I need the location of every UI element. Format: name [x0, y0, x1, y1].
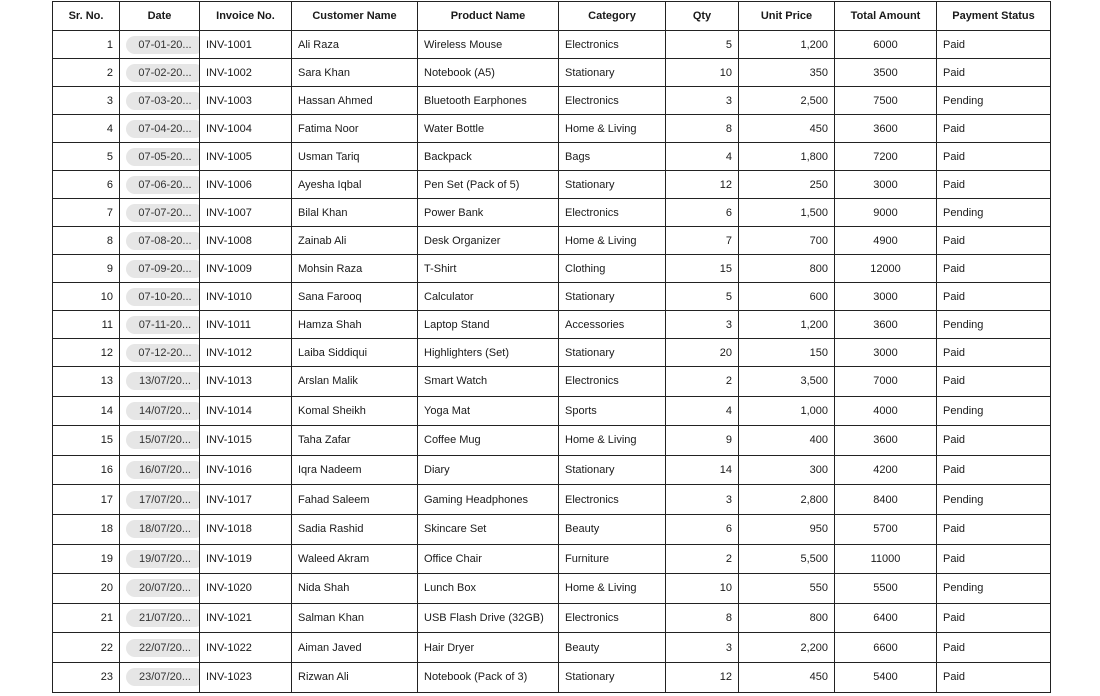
cell-sr-no: 17 [53, 485, 120, 515]
cell-date [120, 544, 200, 574]
date-chip[interactable]: 07-12-20... [126, 344, 200, 362]
cell-payment-status: Paid [937, 115, 1051, 143]
cell-payment-status: Paid [937, 367, 1051, 397]
cell-invoice-no: INV-1020 [200, 574, 292, 604]
header-invoice-no: Invoice No. [200, 2, 292, 31]
cell-category: Home & Living [559, 574, 666, 604]
cell-product-name: Notebook (Pack of 3) [418, 662, 559, 692]
cell-sr-no: 7 [53, 199, 120, 227]
date-chip[interactable]: 07-05-20... [126, 148, 200, 166]
table-row [53, 255, 1051, 283]
cell-unit-price: 600 [739, 283, 835, 311]
table-row [53, 283, 1051, 311]
table-row [53, 514, 1051, 544]
cell-customer-name: Sara Khan [292, 59, 418, 87]
cell-customer-name: Nida Shah [292, 574, 418, 604]
cell-invoice-no: INV-1003 [200, 87, 292, 115]
cell-product-name: USB Flash Drive (32GB) [418, 603, 559, 633]
cell-category: Home & Living [559, 227, 666, 255]
cell-unit-price: 450 [739, 115, 835, 143]
cell-customer-name: Waleed Akram [292, 544, 418, 574]
cell-payment-status: Paid [937, 171, 1051, 199]
cell-product-name: Power Bank [418, 199, 559, 227]
date-chip[interactable]: 20/07/20... [126, 579, 200, 597]
cell-invoice-no: INV-1018 [200, 514, 292, 544]
cell-payment-status: Paid [937, 603, 1051, 633]
date-chip[interactable]: 21/07/20... [126, 609, 200, 627]
date-chip[interactable]: 07-02-20... [126, 64, 200, 82]
cell-date [120, 171, 200, 199]
cell-qty: 3 [666, 633, 739, 663]
cell-invoice-no: INV-1017 [200, 485, 292, 515]
cell-sr-no: 11 [53, 311, 120, 339]
cell-total-amount: 3600 [835, 426, 937, 456]
cell-category: Bags [559, 143, 666, 171]
cell-date [120, 574, 200, 604]
header-sr-no: Sr. No. [53, 2, 120, 31]
cell-total-amount: 6000 [835, 31, 937, 59]
cell-payment-status: Paid [937, 59, 1051, 87]
cell-payment-status: Paid [937, 455, 1051, 485]
cell-total-amount: 3000 [835, 283, 937, 311]
cell-date [120, 31, 200, 59]
cell-customer-name: Ayesha Iqbal [292, 171, 418, 199]
cell-unit-price: 300 [739, 455, 835, 485]
cell-category: Electronics [559, 367, 666, 397]
cell-qty: 3 [666, 311, 739, 339]
cell-sr-no: 5 [53, 143, 120, 171]
cell-total-amount: 6600 [835, 633, 937, 663]
header-date: Date [120, 2, 200, 31]
header-product-name: Product Name [418, 2, 559, 31]
cell-qty: 4 [666, 143, 739, 171]
cell-payment-status: Pending [937, 485, 1051, 515]
table-row [53, 227, 1051, 255]
date-chip[interactable]: 07-06-20... [126, 176, 200, 194]
cell-payment-status: Paid [937, 255, 1051, 283]
cell-total-amount: 12000 [835, 255, 937, 283]
cell-product-name: Office Chair [418, 544, 559, 574]
cell-qty: 12 [666, 662, 739, 692]
cell-date [120, 455, 200, 485]
cell-product-name: Calculator [418, 283, 559, 311]
cell-payment-status: Pending [937, 311, 1051, 339]
cell-total-amount: 3000 [835, 171, 937, 199]
cell-qty: 5 [666, 283, 739, 311]
cell-customer-name: Ali Raza [292, 31, 418, 59]
cell-total-amount: 7200 [835, 143, 937, 171]
table-row [53, 603, 1051, 633]
header-qty: Qty [666, 2, 739, 31]
cell-total-amount: 3600 [835, 115, 937, 143]
cell-customer-name: Fatima Noor [292, 115, 418, 143]
cell-customer-name: Taha Zafar [292, 426, 418, 456]
cell-category: Stationary [559, 455, 666, 485]
cell-total-amount: 4900 [835, 227, 937, 255]
cell-total-amount: 4200 [835, 455, 937, 485]
table-row [53, 31, 1051, 59]
cell-invoice-no: INV-1012 [200, 339, 292, 367]
cell-customer-name: Salman Khan [292, 603, 418, 633]
table-row [53, 367, 1051, 397]
cell-qty: 15 [666, 255, 739, 283]
header-total-amount: Total Amount [835, 2, 937, 31]
cell-date [120, 283, 200, 311]
cell-date [120, 87, 200, 115]
cell-category: Stationary [559, 662, 666, 692]
table-row [53, 544, 1051, 574]
cell-qty: 5 [666, 31, 739, 59]
cell-sr-no: 4 [53, 115, 120, 143]
cell-invoice-no: INV-1022 [200, 633, 292, 663]
cell-product-name: Hair Dryer [418, 633, 559, 663]
cell-customer-name: Arslan Malik [292, 367, 418, 397]
cell-unit-price: 700 [739, 227, 835, 255]
cell-payment-status: Paid [937, 662, 1051, 692]
cell-customer-name: Zainab Ali [292, 227, 418, 255]
cell-invoice-no: INV-1002 [200, 59, 292, 87]
cell-date [120, 227, 200, 255]
cell-category: Home & Living [559, 426, 666, 456]
cell-product-name: Lunch Box [418, 574, 559, 604]
cell-qty: 7 [666, 227, 739, 255]
date-chip[interactable]: 22/07/20... [126, 639, 200, 657]
date-chip[interactable]: 07-09-20... [126, 260, 200, 278]
table-row [53, 199, 1051, 227]
cell-category: Electronics [559, 485, 666, 515]
cell-invoice-no: INV-1015 [200, 426, 292, 456]
date-chip[interactable]: 17/07/20... [126, 491, 200, 509]
cell-date [120, 603, 200, 633]
sales-table [52, 1, 1051, 693]
cell-unit-price: 1,200 [739, 311, 835, 339]
cell-category: Electronics [559, 87, 666, 115]
cell-qty: 3 [666, 87, 739, 115]
cell-sr-no: 12 [53, 339, 120, 367]
cell-payment-status: Pending [937, 396, 1051, 426]
cell-total-amount: 9000 [835, 199, 937, 227]
table-body [53, 31, 1051, 693]
cell-sr-no: 13 [53, 367, 120, 397]
cell-product-name: Gaming Headphones [418, 485, 559, 515]
header-customer-name: Customer Name [292, 2, 418, 31]
date-chip[interactable]: 07-10-20... [126, 288, 200, 306]
cell-sr-no: 6 [53, 171, 120, 199]
table-row [53, 87, 1051, 115]
cell-payment-status: Pending [937, 87, 1051, 115]
cell-invoice-no: INV-1006 [200, 171, 292, 199]
cell-sr-no: 21 [53, 603, 120, 633]
cell-customer-name: Sadia Rashid [292, 514, 418, 544]
cell-payment-status: Paid [937, 339, 1051, 367]
table-row [53, 426, 1051, 456]
header-category: Category [559, 2, 666, 31]
cell-sr-no: 16 [53, 455, 120, 485]
cell-total-amount: 3000 [835, 339, 937, 367]
cell-unit-price: 1,000 [739, 396, 835, 426]
cell-date [120, 662, 200, 692]
cell-qty: 8 [666, 603, 739, 633]
date-chip[interactable]: 19/07/20... [126, 550, 200, 568]
cell-unit-price: 950 [739, 514, 835, 544]
cell-payment-status: Paid [937, 143, 1051, 171]
cell-sr-no: 20 [53, 574, 120, 604]
table-row [53, 59, 1051, 87]
cell-unit-price: 450 [739, 662, 835, 692]
cell-date [120, 426, 200, 456]
cell-invoice-no: INV-1010 [200, 283, 292, 311]
cell-customer-name: Sana Farooq [292, 283, 418, 311]
cell-date [120, 115, 200, 143]
cell-category: Electronics [559, 199, 666, 227]
cell-category: Stationary [559, 339, 666, 367]
cell-product-name: Water Bottle [418, 115, 559, 143]
cell-product-name: Coffee Mug [418, 426, 559, 456]
date-chip[interactable]: 07-04-20... [126, 120, 200, 138]
cell-date [120, 255, 200, 283]
cell-product-name: Laptop Stand [418, 311, 559, 339]
cell-category: Stationary [559, 171, 666, 199]
cell-payment-status: Paid [937, 31, 1051, 59]
cell-invoice-no: INV-1014 [200, 396, 292, 426]
cell-qty: 12 [666, 171, 739, 199]
cell-invoice-no: INV-1001 [200, 31, 292, 59]
cell-qty: 10 [666, 574, 739, 604]
header-payment-status: Payment Status [937, 2, 1051, 31]
cell-invoice-no: INV-1009 [200, 255, 292, 283]
cell-product-name: Pen Set (Pack of 5) [418, 171, 559, 199]
cell-payment-status: Paid [937, 426, 1051, 456]
cell-category: Home & Living [559, 115, 666, 143]
table-row [53, 662, 1051, 692]
cell-sr-no: 2 [53, 59, 120, 87]
cell-invoice-no: INV-1011 [200, 311, 292, 339]
cell-category: Electronics [559, 31, 666, 59]
cell-total-amount: 11000 [835, 544, 937, 574]
cell-product-name: Desk Organizer [418, 227, 559, 255]
cell-unit-price: 550 [739, 574, 835, 604]
cell-category: Accessories [559, 311, 666, 339]
cell-unit-price: 2,500 [739, 87, 835, 115]
cell-total-amount: 5400 [835, 662, 937, 692]
cell-payment-status: Paid [937, 283, 1051, 311]
cell-unit-price: 400 [739, 426, 835, 456]
date-chip[interactable]: 07-08-20... [126, 232, 200, 250]
cell-invoice-no: INV-1016 [200, 455, 292, 485]
cell-unit-price: 3,500 [739, 367, 835, 397]
cell-date [120, 59, 200, 87]
cell-unit-price: 2,200 [739, 633, 835, 663]
cell-sr-no: 18 [53, 514, 120, 544]
cell-category: Stationary [559, 283, 666, 311]
cell-product-name: Highlighters (Set) [418, 339, 559, 367]
cell-customer-name: Laiba Siddiqui [292, 339, 418, 367]
cell-sr-no: 10 [53, 283, 120, 311]
cell-total-amount: 3500 [835, 59, 937, 87]
cell-qty: 9 [666, 426, 739, 456]
cell-sr-no: 23 [53, 662, 120, 692]
cell-payment-status: Paid [937, 227, 1051, 255]
cell-sr-no: 9 [53, 255, 120, 283]
cell-unit-price: 1,500 [739, 199, 835, 227]
date-chip[interactable]: 07-07-20... [126, 204, 200, 222]
cell-category: Stationary [559, 59, 666, 87]
cell-category: Sports [559, 396, 666, 426]
cell-invoice-no: INV-1008 [200, 227, 292, 255]
cell-payment-status: Pending [937, 199, 1051, 227]
cell-sr-no: 14 [53, 396, 120, 426]
table-row [53, 455, 1051, 485]
cell-product-name: Yoga Mat [418, 396, 559, 426]
table-row [53, 396, 1051, 426]
cell-sr-no: 22 [53, 633, 120, 663]
cell-qty: 8 [666, 115, 739, 143]
cell-unit-price: 5,500 [739, 544, 835, 574]
cell-qty: 2 [666, 544, 739, 574]
date-chip[interactable]: 15/07/20... [126, 431, 200, 449]
cell-date [120, 396, 200, 426]
cell-invoice-no: INV-1004 [200, 115, 292, 143]
cell-sr-no: 15 [53, 426, 120, 456]
cell-total-amount: 5500 [835, 574, 937, 604]
table-row [53, 311, 1051, 339]
cell-sr-no: 1 [53, 31, 120, 59]
date-chip[interactable]: 07-11-20... [126, 316, 200, 334]
date-chip[interactable]: 07-01-20... [126, 36, 200, 54]
cell-total-amount: 3600 [835, 311, 937, 339]
cell-product-name: Wireless Mouse [418, 31, 559, 59]
cell-invoice-no: INV-1021 [200, 603, 292, 633]
cell-payment-status: Paid [937, 633, 1051, 663]
cell-payment-status: Pending [937, 574, 1051, 604]
cell-date [120, 339, 200, 367]
header-row [53, 2, 1051, 31]
table-row [53, 171, 1051, 199]
cell-total-amount: 6400 [835, 603, 937, 633]
cell-unit-price: 1,200 [739, 31, 835, 59]
header-unit-price: Unit Price [739, 2, 835, 31]
cell-invoice-no: INV-1007 [200, 199, 292, 227]
cell-total-amount: 5700 [835, 514, 937, 544]
cell-unit-price: 800 [739, 255, 835, 283]
cell-date [120, 514, 200, 544]
cell-unit-price: 250 [739, 171, 835, 199]
cell-total-amount: 4000 [835, 396, 937, 426]
cell-qty: 3 [666, 485, 739, 515]
cell-qty: 6 [666, 199, 739, 227]
cell-date [120, 311, 200, 339]
cell-qty: 6 [666, 514, 739, 544]
cell-unit-price: 350 [739, 59, 835, 87]
cell-product-name: Bluetooth Earphones [418, 87, 559, 115]
cell-customer-name: Hamza Shah [292, 311, 418, 339]
cell-product-name: Notebook (A5) [418, 59, 559, 87]
cell-product-name: Backpack [418, 143, 559, 171]
cell-category: Beauty [559, 633, 666, 663]
cell-customer-name: Fahad Saleem [292, 485, 418, 515]
cell-unit-price: 800 [739, 603, 835, 633]
cell-payment-status: Paid [937, 514, 1051, 544]
cell-sr-no: 19 [53, 544, 120, 574]
date-chip[interactable]: 23/07/20... [126, 668, 200, 686]
cell-product-name: Diary [418, 455, 559, 485]
cell-invoice-no: INV-1005 [200, 143, 292, 171]
cell-date [120, 367, 200, 397]
table-row [53, 143, 1051, 171]
cell-product-name: Skincare Set [418, 514, 559, 544]
cell-unit-price: 150 [739, 339, 835, 367]
cell-customer-name: Rizwan Ali [292, 662, 418, 692]
cell-invoice-no: INV-1013 [200, 367, 292, 397]
date-chip[interactable]: 13/07/20... [126, 372, 200, 390]
cell-qty: 14 [666, 455, 739, 485]
cell-date [120, 199, 200, 227]
cell-qty: 20 [666, 339, 739, 367]
cell-invoice-no: INV-1019 [200, 544, 292, 574]
cell-total-amount: 7000 [835, 367, 937, 397]
cell-customer-name: Aiman Javed [292, 633, 418, 663]
cell-customer-name: Hassan Ahmed [292, 87, 418, 115]
table-row [53, 633, 1051, 663]
cell-customer-name: Mohsin Raza [292, 255, 418, 283]
date-chip[interactable]: 07-03-20... [126, 92, 200, 110]
cell-category: Furniture [559, 544, 666, 574]
cell-qty: 10 [666, 59, 739, 87]
cell-sr-no: 3 [53, 87, 120, 115]
cell-unit-price: 1,800 [739, 143, 835, 171]
cell-total-amount: 8400 [835, 485, 937, 515]
table-row [53, 485, 1051, 515]
date-chip[interactable]: 18/07/20... [126, 520, 200, 538]
cell-sr-no: 8 [53, 227, 120, 255]
table-row [53, 339, 1051, 367]
cell-product-name: T-Shirt [418, 255, 559, 283]
cell-unit-price: 2,800 [739, 485, 835, 515]
cell-customer-name: Bilal Khan [292, 199, 418, 227]
cell-customer-name: Komal Sheikh [292, 396, 418, 426]
date-chip[interactable]: 16/07/20... [126, 461, 200, 479]
cell-date [120, 633, 200, 663]
cell-category: Clothing [559, 255, 666, 283]
cell-category: Beauty [559, 514, 666, 544]
cell-qty: 2 [666, 367, 739, 397]
cell-invoice-no: INV-1023 [200, 662, 292, 692]
cell-qty: 4 [666, 396, 739, 426]
cell-total-amount: 7500 [835, 87, 937, 115]
date-chip[interactable]: 14/07/20... [126, 402, 200, 420]
table-row [53, 115, 1051, 143]
cell-customer-name: Iqra Nadeem [292, 455, 418, 485]
table-row [53, 574, 1051, 604]
cell-date [120, 485, 200, 515]
cell-customer-name: Usman Tariq [292, 143, 418, 171]
cell-product-name: Smart Watch [418, 367, 559, 397]
cell-payment-status: Paid [937, 544, 1051, 574]
cell-date [120, 143, 200, 171]
cell-category: Electronics [559, 603, 666, 633]
